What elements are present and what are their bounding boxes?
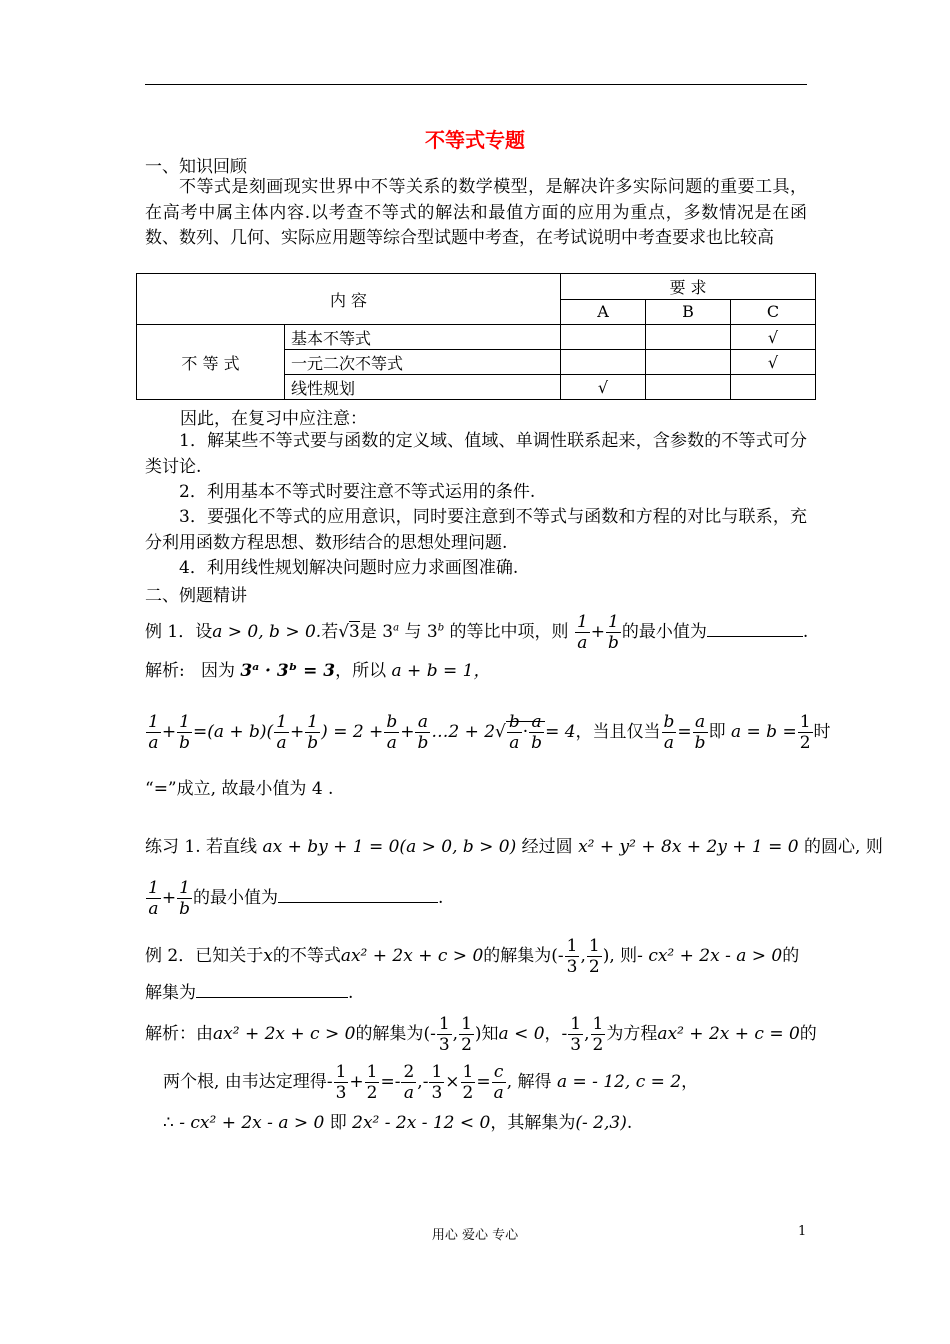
math-expr: …2 + 2 [431,722,496,742]
row-name: 线性规划 [285,375,561,400]
text: ， [681,1072,699,1092]
text: 解析：由 [145,1024,213,1044]
text: ，所以 [335,661,387,681]
text: 的等比中项，则 [449,622,569,642]
cell-a [561,325,646,350]
text: . [437,888,444,908]
col-a: A [561,299,646,325]
math-equation: - cx² + 2x - a > 0 [637,946,783,966]
text: , 则 [609,946,638,966]
text: 两个根, 由韦达定理得 [163,1072,327,1092]
text: , 解得 [506,1072,552,1092]
text: ，当且仅当 [575,722,661,742]
math-expr: a = - 12, c = 2 [556,1072,682,1092]
cell-c: √ [731,325,816,350]
example-label: 例 1．设 [145,622,213,642]
math-equation: ax² + 2x + c = 0 [657,1024,800,1044]
point-3: 3．要强化不等式的应用意识，同时要注意到不等式与函数和方程的对比与联系，充分利用函数方程思想、数形结合的思想处理问题. [145,507,807,553]
text: 解集为 [145,983,196,1003]
page-title: 不等式专题 [425,128,525,152]
text: 为方程 [606,1024,658,1044]
solution-2: 解析：由ax² + 2x + c > 0的解集为(- $\frac{1}{3}$ , $\frac{1}{2}$ )知a < 0，- $\frac{1}{3}$ , $\frac{1}{2}$ 为方程ax² + 2x + c = 0的 [145,1014,817,1055]
requirements-table [136,273,816,400]
example-label: 例 2．已知关于 [145,946,264,966]
solution-2-line3 [163,1108,632,1133]
math-expr: = 4 [545,722,576,742]
text: ， [544,1024,562,1044]
text: 的 [782,946,800,966]
cell-b [646,325,731,350]
cell-a [561,350,646,375]
header-content: 内 容 [137,274,561,325]
text: 的解集为 [355,1024,424,1044]
solution-1-chain: $\frac{1}{a}$ + $\frac{1}{b}$ =(a + b)( $\frac{1}{a}$ + $\frac{1}{b}$ ) = 2 + $\frac{b}{a}$ + $\frac{a}{b}$ …2 + 2√ $\frac{b}{a}$ · $\frac{a}{b}$ = 4，当且仅当 $\frac{b}{a}$ = $\frac{a}{b}$ 即 a = b = $\frac{1}{2}$ 时 [148,712,831,753]
text: 因为 [200,661,235,681]
math-expr: a = b = [730,722,797,742]
math-equation: 3ᵃ · 3ᵇ = 3 [240,661,336,681]
practice-1 [145,832,883,857]
row-name: 一元二次不等式 [285,350,561,375]
text: . [802,622,809,642]
math-equation: ax² + 2x + c > 0 [213,1024,356,1044]
example-1: 例 1．设a > 0, b > 0.若√3是 3$^a$ 与 3$^b$ 的等比中项，则 $\frac{1}{a}$ + $\frac{1}{b}$ 的最小值为 . [145,612,809,653]
text: 与 3 [404,622,438,642]
practice-label: 练习 1. 若直线 [145,837,258,857]
cell-b [646,375,731,400]
math-equation: x² + y² + 8x + 2y + 1 = 0 [578,837,799,857]
col-c: C [731,299,816,325]
solution-2-line2: 两个根, 由韦达定理得- $\frac{1}{3}$ + $\frac{1}{2}$ =- $\frac{2}{a}$ ,- $\frac{1}{3}$ × $\frac{1}{2}$ = $\frac{c}{a}$ , 解得 a = - 12, c = 2， [163,1062,699,1103]
section-heading-2: 二、例题精讲 [145,586,247,606]
cell-a: √ [561,375,646,400]
table-row [137,325,816,350]
cell-c: √ [731,350,816,375]
conclusion-1: “=”成立, 故最小值为 4 . [145,779,334,799]
text: . [348,983,354,1003]
math-var: x [263,946,273,966]
text: 知 [481,1024,499,1044]
text: 若 [321,622,339,642]
page-number: 1 [798,1224,807,1239]
sqrt-value: 3 [349,622,360,642]
text: 的最小值为 [621,622,707,642]
math-expr: ) = 2 + [321,722,384,742]
text: 的最小值为 [192,888,278,908]
math-equation: 2x² - 2x - 12 < 0 [352,1113,491,1133]
point-2: 2．利用基本不等式时要注意不等式运用的条件. [179,482,536,502]
example-2: 例 2．已知关于x的不等式ax² + 2x + c > 0的解集为(- $\frac{1}{3}$ , $\frac{1}{2}$ ), 则- cx² + 2x - a > 0的 [145,936,800,977]
answer-blank[interactable] [707,618,803,637]
practice-1-cont: $\frac{1}{a}$ + $\frac{1}{b}$ 的最小值为 . [148,878,444,919]
text: 即 [708,722,726,742]
text: ，其解集为 [490,1113,576,1133]
page-footer: 用心 爱心 专心 [431,1228,519,1243]
text: . [626,1113,633,1133]
row-name: 基本不等式 [285,325,561,350]
text: 的圆心, 则 [804,837,883,857]
notice-text: 因此，在复习中应注意： [180,409,367,429]
math-expr: (- 2,3) [575,1113,627,1133]
point-1: 1．解某些不等式要与函数的定义域、值域、单调性联系起来，含参数的不等式可分类讨论. [145,431,807,477]
text: 的不等式 [272,946,341,966]
math-equation: ax + by + 1 = 0(a > 0, b > 0) [262,837,517,857]
math-equation: ax² + 2x + c > 0 [340,946,484,966]
col-b: B [646,299,731,325]
solution-label: 解析: [145,661,185,681]
header-requirement: 要 求 [561,274,816,300]
example-2-cont [145,978,353,1003]
answer-blank[interactable] [196,979,348,998]
text: 的 [799,1024,817,1044]
math-condition: a > 0, b > 0. [212,622,322,642]
text: 是 3 [359,622,394,642]
solution-1 [145,656,490,681]
answer-blank[interactable] [278,884,438,903]
cell-b [646,350,731,375]
math-equation: a + b = 1， [391,661,491,681]
math-expr: =(a + b)( [192,722,274,742]
header-rule [145,84,807,85]
text: 即 [329,1113,347,1133]
therefore-symbol: ∴ [163,1113,174,1133]
math-expr: a < 0 [498,1024,545,1044]
group-label: 不 等 式 [137,325,285,400]
math-equation: - cx² + 2x - a > 0 [179,1113,325,1133]
text: 经过圆 [521,837,573,857]
section-heading-1: 一、知识回顾 [145,157,247,177]
text: 时 [813,722,831,742]
text: 的解集为 [483,946,552,966]
intro-paragraph: 不等式是刻画现实世界中不等关系的数学模型，是解决许多实际问题的重要工具，在高考中属主体内容.以考查不等式的解法和最值方面的应用为重点，多数情况是在函数、数列、几何、实际应用题等综合型试题中考查，在考试说明中考查要求也比较高 [145,177,807,248]
point-4: 4．利用线性规划解决问题时应力求画图准确. [179,558,519,578]
cell-c [731,375,816,400]
